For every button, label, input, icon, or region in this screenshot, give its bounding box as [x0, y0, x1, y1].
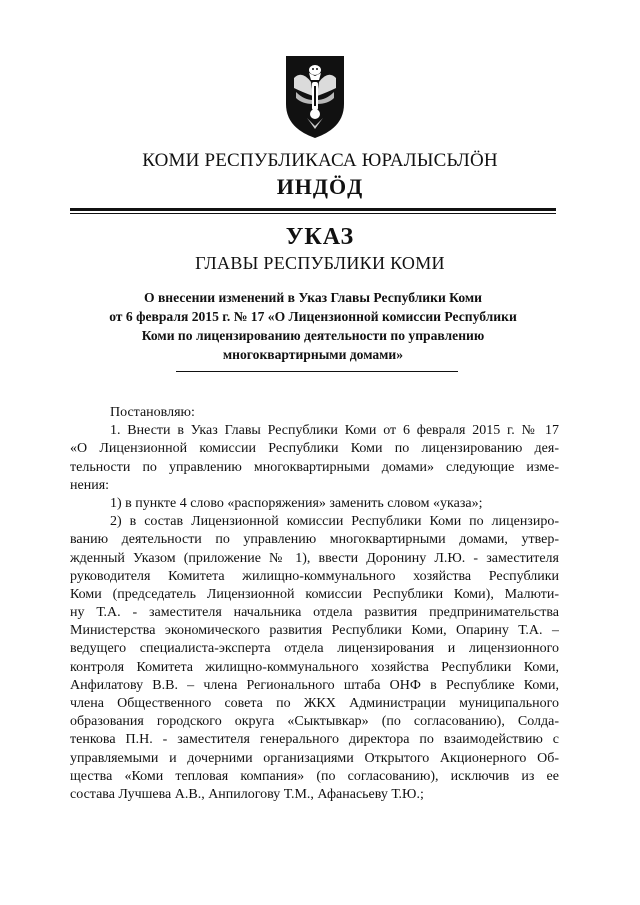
decree-subtitle: ГЛАВЫ РЕСПУБЛИКИ КОМИ	[195, 253, 445, 273]
body-line: 1) в пункте 4 слово «распоряжения» заменить словом «указа»;	[110, 495, 483, 511]
body-line: руководителя Комитета жилищно-коммунального хозяйства Республики	[70, 568, 559, 584]
body-line: контроля Комитета жилищно-коммунального хозяйства Республики Коми,	[70, 659, 559, 675]
header-divider-thick	[70, 208, 556, 211]
body-line: управляемыми и дочерними организациями Открытого Акционерного Об-	[70, 750, 559, 766]
body-line: тенкова П.Н. - заместителя генерального директора по взаимодействию с	[70, 732, 559, 748]
body-line: ведущего специалиста-эксперта отдела лицензирования и лицензионного	[70, 641, 559, 657]
body-line: Постановляю:	[110, 405, 195, 420]
body-line: нения:	[70, 477, 110, 493]
body-line: ванию деятельности по управлению многоквартирными домами, утвер-	[70, 532, 559, 548]
subject-underline	[176, 371, 458, 372]
body-line: Министерства экономического развития Республики Коми, Опарину Т.А. –	[70, 623, 559, 639]
body-line: ну Т.А. - заместителя начальника отдела развития предпринимательства	[70, 605, 559, 621]
decree-title: УКАЗ	[285, 224, 355, 250]
body-line: жденный Указом (приложение № 1), ввести Доронину Л.Ю. - заместителя	[70, 550, 559, 566]
body-line: «О Лицензионной комиссии Республики Коми по лицензированию дея-	[70, 441, 559, 457]
header-divider-thin	[70, 213, 556, 214]
subject-line: Коми по лицензированию деятельности по управлению	[141, 328, 485, 343]
body-line: щества «Коми тепловая компания» (по согласованию), исключив из ее	[70, 768, 559, 784]
body-line: Анфилатову В.В. – члена Регионального штаба ОНФ в Республике Коми,	[70, 677, 559, 693]
header-republic-name: КОМИ РЕСПУБЛИКАСА ЮРАЛЫСЬЛÖН	[142, 150, 498, 171]
decree-subject	[70, 288, 556, 364]
body-line: 1. Внести в Указ Главы Республики Коми от 6 февраля 2015 г. № 17	[110, 423, 559, 439]
decree-body	[70, 404, 559, 804]
subject-line: многоквартирными домами»	[222, 347, 404, 362]
body-line: Коми (председатель Лицензионной комиссии Республики Коми), Малюти-	[70, 586, 559, 602]
body-line: состава Лучшева А.В., Анпилогову Т.М., Афанасьеву Т.Ю.;	[70, 786, 424, 802]
body-line: 2) в состав Лицензионной комиссии Республики Коми по лицензиро-	[110, 514, 559, 530]
subject-line: О внесении изменений в Указ Главы Республики Коми	[143, 290, 482, 305]
body-line: образования городского округа «Сыктывкар» (по согласованию), Солда-	[70, 714, 559, 730]
body-line: члена Общественного совета по ЖКХ Администрации муниципального	[70, 696, 559, 711]
subject-line: от 6 февраля 2015 г. № 17 «О Лицензионной комиссии Республики	[109, 309, 517, 324]
header-decree-word: ИНДÖД	[276, 174, 364, 199]
coat-of-arms-emblem	[280, 52, 350, 140]
body-line: тельности по управлению многоквартирными домами» следующие изме-	[70, 459, 559, 475]
